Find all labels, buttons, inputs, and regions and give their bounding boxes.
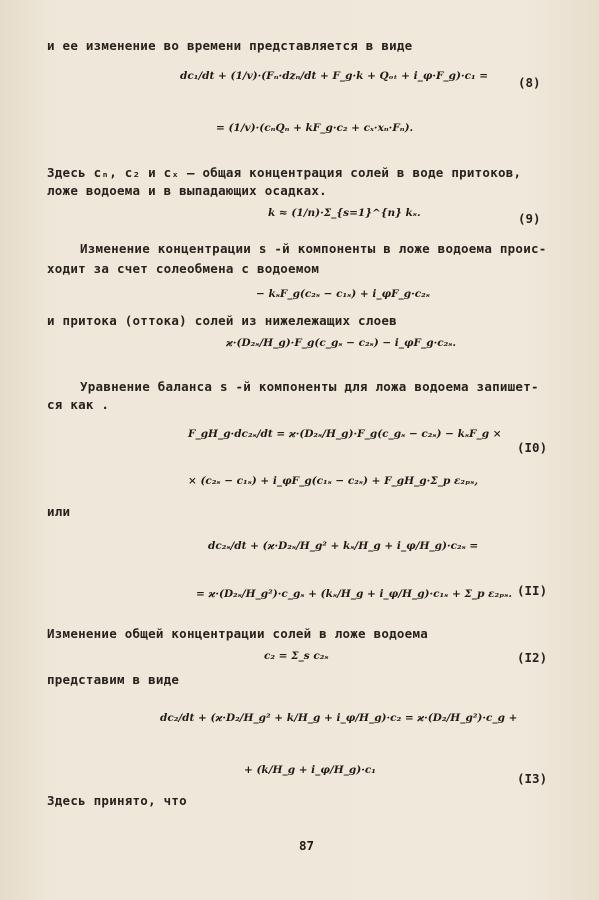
text-line-where: Здесь cₙ, c₂ и cₓ – общая концентрация солей в воде притоков,	[47, 165, 522, 180]
text-line-balance: Уравнение баланса s -й компоненты для ложа водоема запишет-	[80, 379, 539, 394]
equation-number-12: (I2)	[517, 650, 548, 665]
text-line-bed: ложе водоема и в выпадающих осадках.	[47, 183, 327, 198]
equation-number-10: (I0)	[517, 440, 548, 455]
equation-13-part-1: dc₂/dt + (ϰ·D₂/H_g² + k/H_g + i_φ/H_g)·c₂ = ϰ·(D₂/H_g²)·c_g +	[160, 712, 518, 724]
expression-exchange: − kₛF_g(c₂ₛ − c₁ₛ) + i_φF_g·c₂ₛ	[256, 288, 430, 300]
text-line-total: Изменение общей концентрации солей в ложе водоема	[47, 626, 429, 641]
text-line-change: Изменение концентрации s -й компоненты в ложе водоема проис-	[80, 241, 547, 256]
text-line-or: или	[47, 504, 71, 519]
equation-13-part-2: + (k/H_g + i_φ/H_g)·c₁	[244, 764, 376, 776]
text-line-intro: и ее изменение во времени представляется в виде	[47, 38, 413, 53]
equation-8-part-1: dc₁/dt + (1/v)·(Fₙ·dzₙ/dt + F_g·k + Qₒₜ + i_φ·F_g)·c₁ =	[180, 70, 489, 82]
equation-10-part-1: F_gH_g·dc₂ₛ/dt = ϰ·(D₂ₛ/H_g)·F_g(c_gₛ − c₂ₛ) − kₛF_g ×	[188, 428, 502, 440]
text-line-exchange: ходит за счет солеобмена с водоемом	[47, 261, 320, 276]
text-line-accepted: Здесь принято, что	[47, 793, 187, 808]
equation-number-11: (II)	[517, 583, 548, 598]
text-line-represent: представим в виде	[47, 672, 180, 687]
expression-inflow: ϰ·(D₂ₛ/H_g)·F_g(c_gₛ − c₂ₛ) − i_φF_g·c₂ₛ.	[226, 337, 457, 349]
equation-number-8: (8)	[518, 75, 541, 90]
equation-10-part-2: × (c₂ₛ − c₁ₛ) + i_φF_g(c₁ₛ − c₂ₛ) + F_gH_g·Σ_p ε₂ₚₛ,	[188, 475, 478, 487]
equation-number-13: (I3)	[517, 771, 548, 786]
equation-12: c₂ = Σ_s c₂ₛ	[264, 650, 329, 662]
text-line-as: ся как .	[47, 397, 110, 412]
equation-number-9: (9)	[518, 211, 541, 226]
equation-11-part-2: = ϰ·(D₂ₛ/H_g²)·c_gₛ + (kₛ/H_g + i_φ/H_g)·c₁ₛ + Σ_p ε₂ₚₛ.	[196, 588, 513, 600]
page-number: 87	[299, 838, 315, 853]
text-line-inflow: и притока (оттока) солей из нижележащих слоев	[47, 313, 397, 328]
equation-9: k ≈ (1/n)·Σ_{s=1}^{n} kₛ.	[268, 207, 421, 219]
equation-11-part-1: dc₂ₛ/dt + (ϰ·D₂ₛ/H_g² + kₛ/H_g + i_φ/H_g)·c₂ₛ =	[208, 540, 479, 552]
equation-8-part-2: = (1/v)·(cₙQₙ + kF_g·c₂ + cₓ·xₙ·Fₙ).	[216, 122, 414, 134]
